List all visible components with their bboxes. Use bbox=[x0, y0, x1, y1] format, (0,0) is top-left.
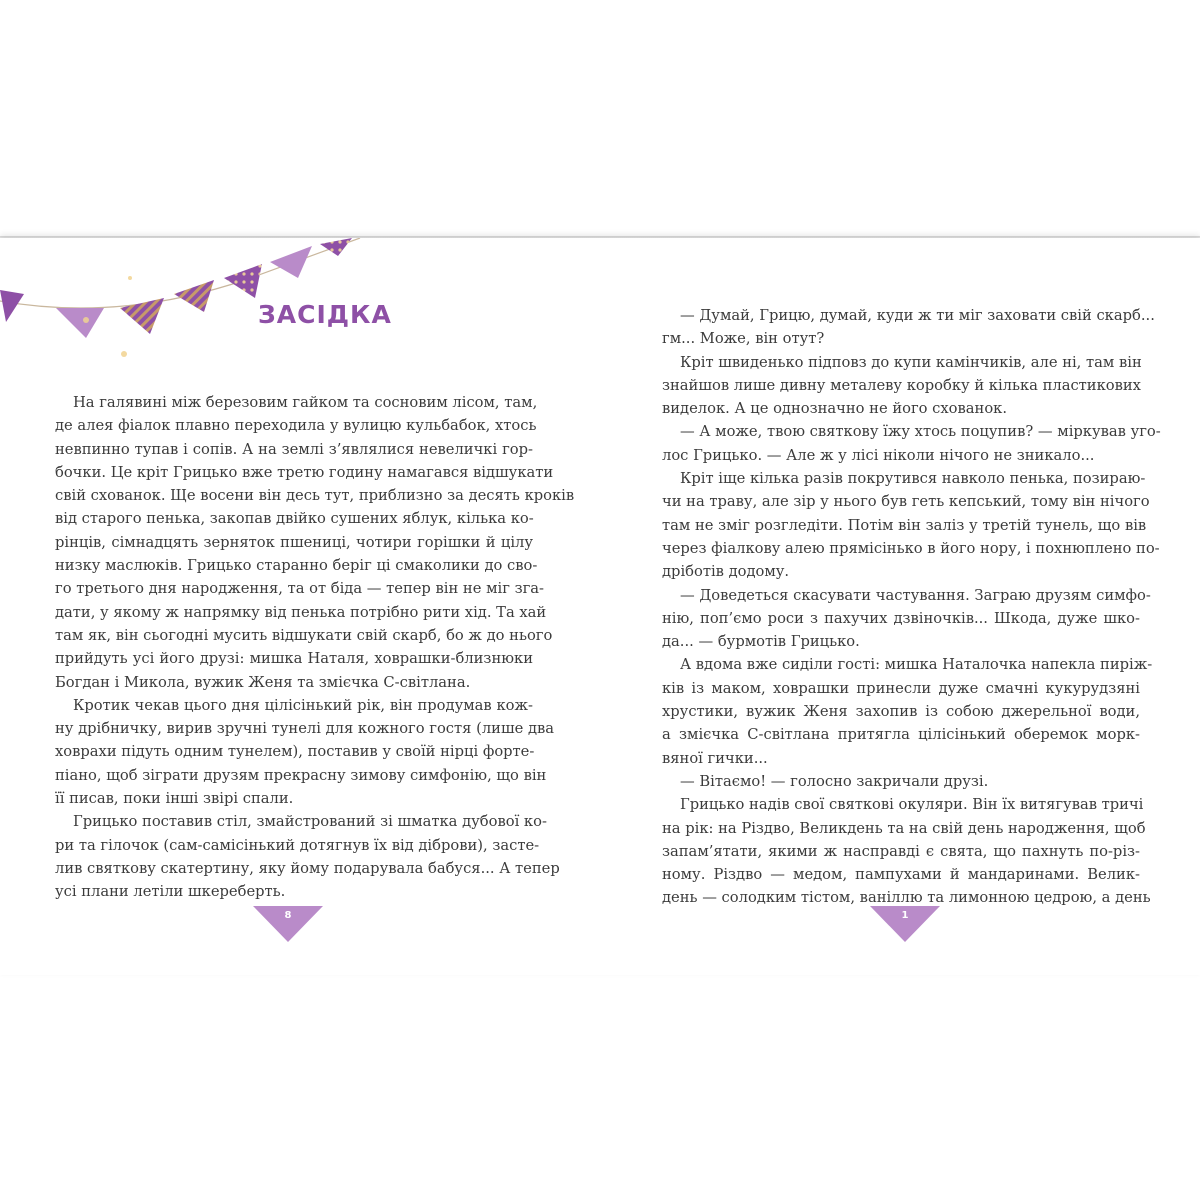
text-line: Кротик чекав цього дня цілісінький рік, він продумав кож- bbox=[73, 696, 533, 714]
text-line: дріботів додому. bbox=[662, 563, 790, 581]
text-line: ному. Різдво — медом, пампухами й мандаринами. Велик- bbox=[662, 866, 1140, 884]
page-number: 1 bbox=[901, 910, 909, 921]
text-line: На галявині між березовим гайком та сосновим лісом, там, bbox=[73, 394, 538, 411]
pennant-7 bbox=[320, 238, 352, 256]
text-line: гм... Може, він отут? bbox=[662, 330, 825, 348]
right-page-text bbox=[662, 304, 1161, 910]
text-line: дати, у якому ж напрямку від пенька потрібно рити хід. Та хай bbox=[55, 603, 547, 621]
page-number-marker-right bbox=[870, 906, 940, 942]
text-line: ків із маком, ховрашки принесли дуже смачні кукурудзяні bbox=[662, 679, 1140, 697]
left-page-text bbox=[55, 391, 575, 904]
text-line: ховрахи підуть одним тунелем), поставив у своїй нірці форте- bbox=[55, 743, 535, 761]
text-line: Кріт швиденько підповз до купи камінчиків, але ні, там він bbox=[680, 353, 1142, 371]
text-line: — Вітаємо! — голосно закричали друзі. bbox=[680, 772, 989, 790]
text-line: нію, поп’ємо роси з пахучих дзвіночків... Шкода, дуже шко- bbox=[662, 609, 1140, 627]
pennant-6 bbox=[270, 246, 312, 278]
text-line: да... — бурмотів Грицько. bbox=[662, 633, 860, 651]
text-line: піано, щоб зіграти друзям прекрасну зимову симфонію, що він bbox=[55, 766, 547, 784]
text-line: Грицько поставив стіл, змайстрований зі шматка дубової ко- bbox=[73, 813, 547, 831]
text-line: рінців, сімнадцять зерняток пшениці, чотири горішки й цілу bbox=[55, 533, 533, 551]
text-line: хрустики, вужик Женя захопив із собою джерельної води, bbox=[662, 703, 1140, 721]
text-line: невпинно тупав і сопів. А на землі з’являлися невеличкі гор- bbox=[55, 440, 533, 458]
page-number: 8 bbox=[284, 910, 292, 921]
text-line: запам’ятати, якими ж насправді є свята, що пахнуть по-різ- bbox=[662, 842, 1140, 860]
text-line: Кріт іще кілька разів покрутився навколо пенька, позираю- bbox=[680, 470, 1146, 488]
text-line: від старого пенька, закопав двійко сушених яблук, кілька ко- bbox=[55, 510, 534, 528]
text-line: знайшов лише дивну металеву коробку й кілька пластикових bbox=[662, 376, 1141, 394]
text-line: А вдома вже сиділи гості: мишка Наталочка напекла пиріж- bbox=[680, 656, 1153, 674]
pennant-3 bbox=[120, 298, 164, 334]
text-line: усі плани летіли шкереберть. bbox=[55, 883, 286, 901]
pennant-2 bbox=[56, 308, 104, 338]
text-line: лив святкову скатертину, яку йому подарувала бабуся... А тепер bbox=[55, 859, 560, 877]
pennant-4 bbox=[174, 280, 214, 312]
pennant-5 bbox=[224, 264, 262, 298]
text-line: там як, він сьогодні мусить відшукати свій скарб, бо ж до нього bbox=[55, 626, 553, 644]
text-line: ри та гілочок (сам-самісінький дотягнув їх від діброви), засте- bbox=[55, 836, 540, 854]
text-line: го третього дня народження, та от біда — тепер він не міг зга- bbox=[55, 580, 544, 598]
text-line: її писав, поки інші звірі спали. bbox=[55, 790, 294, 808]
text-line: бочки. Це кріт Грицько вже третю годину намагався відшукати bbox=[55, 463, 554, 481]
pennant-1 bbox=[0, 290, 24, 322]
text-line: — Думай, Грицю, думай, куди ж ти міг заховати свій скарб... bbox=[680, 307, 1155, 324]
text-line: день — солодким тістом, ваніллю та лимонною цедрою, а день bbox=[662, 889, 1151, 907]
text-line: низку маслюків. Грицько старанно беріг ці смаколики до сво- bbox=[55, 557, 538, 575]
text-line: свій схованок. Ще восени він десь тут, приблизно за десять кроків bbox=[55, 487, 575, 505]
text-line: прийдуть усі його друзі: мишка Наталя, ховрашки-близнюки bbox=[55, 650, 533, 668]
text-line: лос Грицько. — Але ж у лісі ніколи нічого не зникало... bbox=[662, 446, 1095, 464]
text-line: — Доведеться скасувати частування. Заграю друзям симфо- bbox=[680, 586, 1151, 604]
text-line: чи на траву, але зір у нього був геть кепський, тому він нічого bbox=[662, 493, 1150, 511]
text-line: Богдан і Микола, вужик Женя та змієчка С-світлана. bbox=[55, 673, 471, 691]
text-line: через фіалкову алею прямісінько в його нору, і похнюплено по- bbox=[662, 539, 1160, 557]
text-line: на рік: на Різдво, Великдень та на свій день народження, щоб bbox=[662, 819, 1146, 837]
text-line: виделок. А це однозначно не його схованок. bbox=[662, 400, 1008, 418]
text-line: — А може, твою святкову їжу хтось поцупив? — міркував уго- bbox=[680, 423, 1161, 441]
text-line: де алея фіалок плавно переходила у вулицю кульбабок, хтось bbox=[55, 417, 537, 435]
text-line: там не зміг розгледіти. Потім він заліз у третій тунель, що вів bbox=[662, 516, 1147, 534]
chapter-title: ЗАСІДКА bbox=[258, 300, 392, 329]
text-line: вяної гички... bbox=[662, 749, 768, 767]
text-line: а змієчка С-світлана притягла цілісінький оберемок морк- bbox=[662, 726, 1140, 744]
text-line: Грицько надів свої святкові окуляри. Він їх витягував тричі bbox=[680, 796, 1144, 814]
text-line: ну дрібничку, вирив зручні тунелі для кожного гостя (лише два bbox=[55, 720, 555, 738]
page-number-marker-left bbox=[253, 906, 323, 942]
